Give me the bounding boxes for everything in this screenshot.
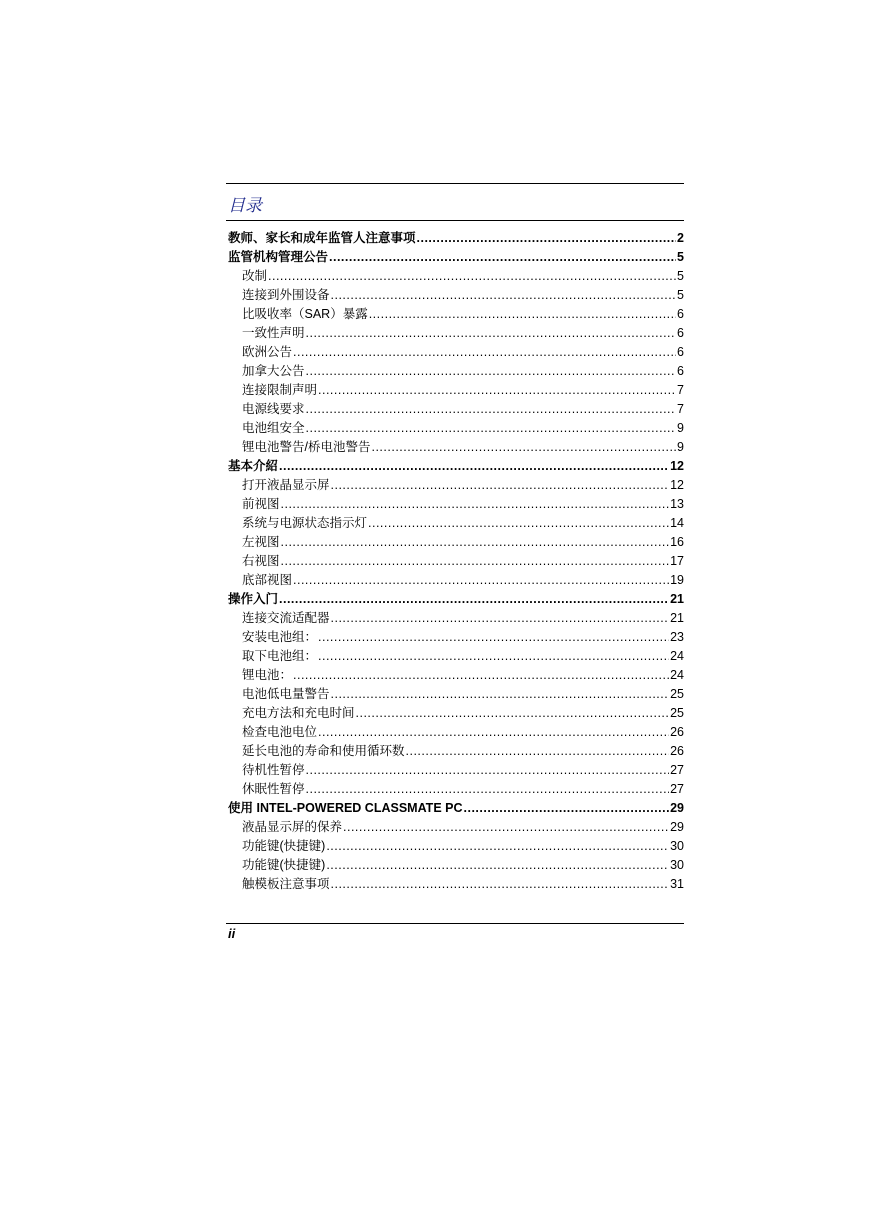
toc-dot-leader xyxy=(281,495,670,514)
toc-entry-title: 教师、家长和成年监管人注意事项 xyxy=(228,231,416,245)
toc-dot-leader xyxy=(306,324,677,343)
toc-entry-title: 基本介紹 xyxy=(228,459,279,473)
toc-section-entry[interactable] xyxy=(226,229,684,248)
toc-entry-title: 电源线要求 xyxy=(242,402,305,416)
toc-entry-title: 使用 INTEL-POWERED CLASSMATE PC xyxy=(228,801,463,815)
toc-page-number: 6 xyxy=(677,307,684,321)
toc-subsection-entry[interactable] xyxy=(226,818,684,837)
toc-page-number: 6 xyxy=(677,326,684,340)
toc-page-number: 25 xyxy=(670,687,684,701)
toc-dot-leader xyxy=(306,780,670,799)
toc-dot-leader xyxy=(281,552,670,571)
toc-entry-title: 待机性暂停 xyxy=(242,763,305,777)
toc-page-number: 5 xyxy=(677,269,684,283)
toc-dot-leader xyxy=(281,533,670,552)
toc-entry-title: 液晶显示屏的保养 xyxy=(242,820,343,834)
toc-subsection-entry[interactable] xyxy=(226,476,684,495)
toc-entry-title: 欧洲公告 xyxy=(242,345,293,359)
top-rule xyxy=(226,183,684,184)
toc-entry-title: 功能键(快捷键) xyxy=(242,858,326,872)
toc-entry-title: 底部视图 xyxy=(242,573,293,587)
toc-page-number: 19 xyxy=(670,573,684,587)
toc-subsection-entry[interactable] xyxy=(226,780,684,799)
toc-subsection-entry[interactable] xyxy=(226,343,684,362)
toc-page-number: 23 xyxy=(670,630,684,644)
page-title: 目录 xyxy=(228,196,262,215)
toc-entry-title: 改制 xyxy=(242,269,268,283)
toc-page-number: 14 xyxy=(670,516,684,530)
toc-page-number: 26 xyxy=(670,744,684,758)
toc-dot-leader xyxy=(331,286,677,305)
toc-subsection-entry[interactable] xyxy=(226,685,684,704)
toc-dot-leader xyxy=(417,229,677,248)
toc-page-number: 2 xyxy=(677,231,684,245)
toc-dot-leader xyxy=(318,723,669,742)
toc-page-number: 30 xyxy=(670,839,684,853)
toc-dot-leader xyxy=(326,837,669,856)
toc-dot-leader xyxy=(293,343,676,362)
toc-dot-leader xyxy=(371,438,676,457)
title-rule xyxy=(226,220,684,221)
toc-page-number: 7 xyxy=(677,383,684,397)
toc-dot-leader xyxy=(464,799,670,818)
toc-entry-title: 系统与电源状态指示灯 xyxy=(242,516,368,530)
toc-dot-leader xyxy=(306,761,670,780)
toc-entry-title: 安装电池组： xyxy=(242,630,318,644)
toc-entry-title: 连接交流适配器 xyxy=(242,611,330,625)
toc-dot-leader xyxy=(331,685,670,704)
toc-entry-title: 监管机构管理公告 xyxy=(228,250,329,264)
toc-dot-leader xyxy=(279,457,669,476)
toc-entry-title: 功能键(快捷键) xyxy=(242,839,326,853)
table-of-contents xyxy=(226,229,684,894)
toc-page-number: 24 xyxy=(670,649,684,663)
toc-page-number: 27 xyxy=(670,763,684,777)
toc-subsection-entry[interactable] xyxy=(226,552,684,571)
toc-entry-title: 右视图 xyxy=(242,554,280,568)
toc-subsection-entry[interactable] xyxy=(226,875,684,894)
toc-dot-leader xyxy=(318,628,669,647)
toc-page-number: 12 xyxy=(670,478,684,492)
toc-dot-leader xyxy=(306,400,677,419)
toc-entry-title: 电池低电量警告 xyxy=(242,687,330,701)
toc-dot-leader xyxy=(279,590,669,609)
toc-entry-title: 延长电池的寿命和使用循环数 xyxy=(242,744,405,758)
toc-page-number: 24 xyxy=(670,668,684,682)
toc-section-entry[interactable] xyxy=(226,590,684,609)
toc-page-number: 27 xyxy=(670,782,684,796)
toc-dot-leader xyxy=(306,362,677,381)
toc-section-entry[interactable] xyxy=(226,799,684,818)
toc-page-number: 31 xyxy=(670,877,684,891)
toc-entry-title: 左视图 xyxy=(242,535,280,549)
toc-page-number: 17 xyxy=(670,554,684,568)
toc-dot-leader xyxy=(356,704,670,723)
toc-page-number: 29 xyxy=(670,820,684,834)
toc-page-number: 16 xyxy=(670,535,684,549)
toc-page-number: 6 xyxy=(677,345,684,359)
toc-subsection-entry[interactable] xyxy=(226,856,684,875)
toc-subsection-entry[interactable] xyxy=(226,723,684,742)
toc-entry-title: 操作入门 xyxy=(228,592,279,606)
toc-entry-title: 连接到外围设备 xyxy=(242,288,330,302)
toc-subsection-entry[interactable] xyxy=(226,381,684,400)
toc-entry-title: 休眠性暂停 xyxy=(242,782,305,796)
toc-dot-leader xyxy=(318,647,669,666)
toc-subsection-entry[interactable] xyxy=(226,628,684,647)
toc-dot-leader xyxy=(368,514,669,533)
toc-dot-leader xyxy=(331,609,670,628)
toc-subsection-entry[interactable] xyxy=(226,495,684,514)
toc-subsection-entry[interactable] xyxy=(226,305,684,324)
toc-entry-title: 加拿大公告 xyxy=(242,364,305,378)
toc-subsection-entry[interactable] xyxy=(226,362,684,381)
toc-subsection-entry[interactable] xyxy=(226,647,684,666)
toc-subsection-entry[interactable] xyxy=(226,438,684,457)
toc-page-number: 21 xyxy=(670,592,684,606)
toc-dot-leader xyxy=(268,267,676,286)
toc-dot-leader xyxy=(331,476,670,495)
toc-dot-leader xyxy=(293,666,669,685)
bottom-rule xyxy=(226,923,684,924)
toc-subsection-entry[interactable] xyxy=(226,704,684,723)
toc-entry-title: 锂电池： xyxy=(242,668,293,682)
toc-subsection-entry[interactable] xyxy=(226,609,684,628)
toc-entry-title: 锂电池警告/桥电池警告 xyxy=(242,440,371,454)
toc-page-number: 25 xyxy=(670,706,684,720)
toc-page-number: 21 xyxy=(670,611,684,625)
toc-dot-leader xyxy=(406,742,670,761)
toc-subsection-entry[interactable] xyxy=(226,324,684,343)
toc-subsection-entry[interactable] xyxy=(226,742,684,761)
toc-subsection-entry[interactable] xyxy=(226,533,684,552)
toc-entry-title: 连接限制声明 xyxy=(242,383,318,397)
toc-entry-title: 触模板注意事项 xyxy=(242,877,330,891)
toc-section-entry[interactable] xyxy=(226,248,684,267)
toc-entry-title: 前视图 xyxy=(242,497,280,511)
toc-page-number: 9 xyxy=(677,421,684,435)
toc-entry-title: 一致性声明 xyxy=(242,326,305,340)
toc-entry-title: 比吸收率（SAR）暴露 xyxy=(242,307,368,321)
toc-subsection-entry[interactable] xyxy=(226,514,684,533)
toc-page-number: 13 xyxy=(670,497,684,511)
toc-subsection-entry[interactable] xyxy=(226,419,684,438)
toc-entry-title: 检查电池电位 xyxy=(242,725,318,739)
toc-dot-leader xyxy=(331,875,670,894)
toc-entry-title: 取下电池组： xyxy=(242,649,318,663)
toc-subsection-entry[interactable] xyxy=(226,761,684,780)
toc-page-number: 12 xyxy=(670,459,684,473)
toc-page-number: 5 xyxy=(677,288,684,302)
toc-page-number: 5 xyxy=(677,250,684,264)
toc-page-number: 26 xyxy=(670,725,684,739)
toc-page-number: 30 xyxy=(670,858,684,872)
toc-page-number: 9 xyxy=(677,440,684,454)
toc-entry-title: 电池组安全 xyxy=(242,421,305,435)
toc-dot-leader xyxy=(369,305,676,324)
toc-dot-leader xyxy=(343,818,669,837)
toc-entry-title: 充电方法和充电时间 xyxy=(242,706,355,720)
toc-dot-leader xyxy=(306,419,677,438)
toc-dot-leader xyxy=(326,856,669,875)
toc-dot-leader xyxy=(293,571,669,590)
toc-dot-leader xyxy=(329,248,676,267)
toc-subsection-entry[interactable] xyxy=(226,571,684,590)
toc-subsection-entry[interactable] xyxy=(226,286,684,305)
toc-page-number: 7 xyxy=(677,402,684,416)
toc-page-number: 6 xyxy=(677,364,684,378)
toc-subsection-entry[interactable] xyxy=(226,837,684,856)
toc-subsection-entry[interactable] xyxy=(226,400,684,419)
toc-subsection-entry[interactable] xyxy=(226,666,684,685)
toc-section-entry[interactable] xyxy=(226,457,684,476)
toc-subsection-entry[interactable] xyxy=(226,267,684,286)
page-number: ii xyxy=(228,926,236,941)
toc-dot-leader xyxy=(318,381,676,400)
toc-page-number: 29 xyxy=(670,801,684,815)
toc-entry-title: 打开液晶显示屏 xyxy=(242,478,330,492)
